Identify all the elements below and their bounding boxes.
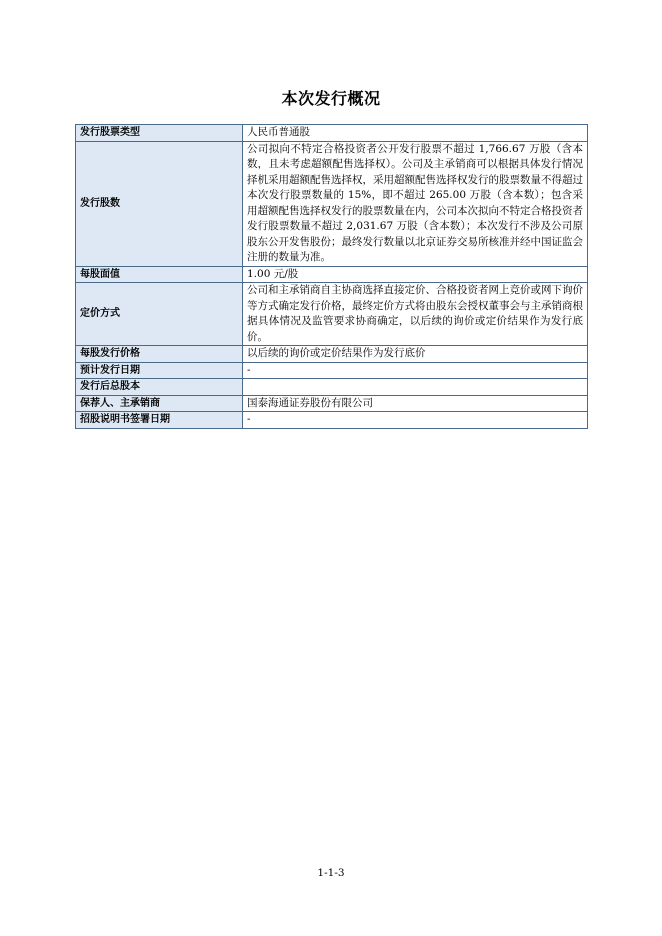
table-row [76,125,588,142]
table-row [76,362,588,379]
row-value-issue-price: 以后续的询价或定价结果作为发行底价 [243,346,588,363]
row-value-stock-type: 人民币普通股 [243,125,588,142]
row-label-par-value: 每股面值 [76,266,243,283]
table-row [76,395,588,412]
row-value-signing-date: - [243,412,588,429]
table-row [76,141,588,266]
table-row [76,412,588,429]
row-value-sponsor: 国泰海通证券股份有限公司 [243,395,588,412]
table-row [76,283,588,346]
offering-summary-table [75,124,588,429]
page-title: 本次发行概况 [281,89,381,108]
row-value-par-value: 1.00 元/股 [243,266,588,283]
row-label-share-count: 发行股数 [76,141,243,266]
row-label-issue-date: 预计发行日期 [76,362,243,379]
table-row [76,266,588,283]
table-row [76,346,588,363]
row-label-issue-price: 每股发行价格 [76,346,243,363]
row-value-share-count: 公司拟向不特定合格投资者公开发行股票不超过 1,766.67 万股（含本数，且未考虑超额配售选择权）。公司及主承销商可以根据具体发行情况择机采用超额配售选择权，采用超额配售选择权发行的股票数量不得超过本次发行股票数量的 15%，即不超过 265.00 万股（含本数）；包含采用超额配售选择权发行的股票数量在内，公司本次拟向不特定合格投资者发行股票数量不超过 2,031.67 万股（含本数）；本次发行不涉及公司原股东公开发售股份；最终发行数量以北京证券交易所核准并经中国证监会注册的数量为准。 [243,141,588,266]
row-label-total-shares: 发行后总股本 [76,379,243,396]
page-number: 1-1-3 [317,867,345,879]
row-label-signing-date: 招股说明书签署日期 [76,412,243,429]
row-label-stock-type: 发行股票类型 [76,125,243,142]
table-row [76,379,588,396]
row-value-total-shares [243,379,588,396]
row-label-sponsor: 保荐人、主承销商 [76,395,243,412]
row-value-issue-date: - [243,362,588,379]
row-label-pricing-method: 定价方式 [76,283,243,346]
row-value-pricing-method: 公司和主承销商自主协商选择直接定价、合格投资者网上竞价或网下询价等方式确定发行价格，最终定价方式将由股东会授权董事会与主承销商根据具体情况及监管要求协商确定，以后续的询价或定价结果作为发行底价。 [243,283,588,346]
